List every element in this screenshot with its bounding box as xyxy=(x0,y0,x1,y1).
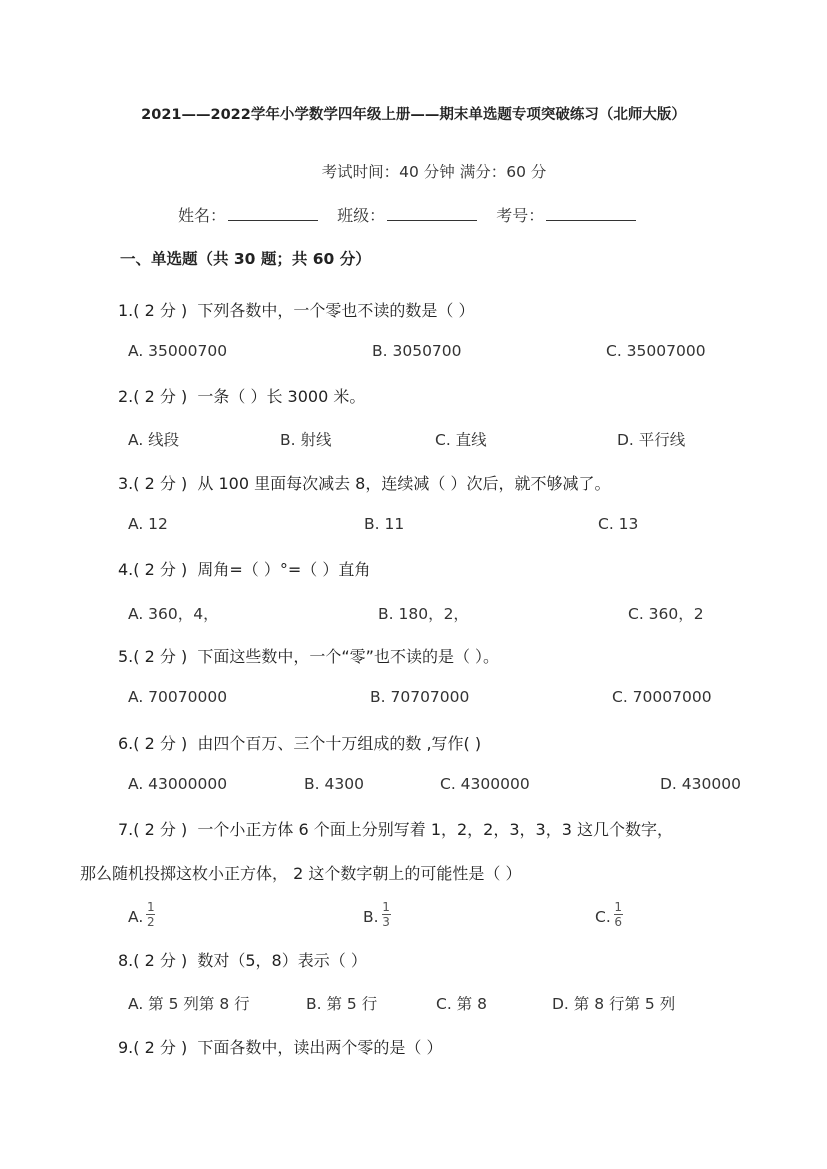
question-6 xyxy=(118,731,481,754)
q7-option-b[interactable] xyxy=(363,900,391,931)
question-text: 一个小正方体 6 个面上分别写着 1，2，2，3，3，3 这几个数字， xyxy=(197,820,673,839)
question-8 xyxy=(118,948,367,971)
q2-option-d[interactable]: D. 平行线 xyxy=(617,431,686,449)
question-points: ( 2 分 ) xyxy=(133,820,188,839)
question-points: ( 2 分 ) xyxy=(133,301,188,320)
q5-option-c[interactable]: C. 70007000 xyxy=(612,688,712,706)
q3-option-b[interactable]: B. 11 xyxy=(364,515,405,533)
question-number: 5. xyxy=(118,647,134,666)
denominator: 3 xyxy=(382,915,390,929)
question-number: 1. xyxy=(118,301,134,320)
id-label: 考号： xyxy=(496,206,545,225)
option-label: A. xyxy=(128,908,144,926)
question-text: 下面这些数中，一个“零”也不读的是（ ）。 xyxy=(197,647,500,666)
question-5 xyxy=(118,644,499,667)
q4-option-b[interactable]: B. 180，2， xyxy=(378,605,469,623)
q2-option-c[interactable]: C. 直线 xyxy=(435,431,487,449)
page-title: 2021——2022学年小学数学四年级上册——期末单选题专项突破练习（北师大版） xyxy=(141,107,686,123)
question-text: 数对（5，8）表示（ ） xyxy=(197,951,367,970)
question-points: ( 2 分 ) xyxy=(133,1038,188,1057)
q8-option-a[interactable]: A. 第 5 列第 8 行 xyxy=(128,995,250,1013)
q7-option-a[interactable] xyxy=(128,900,155,931)
q2-option-a[interactable]: A. 线段 xyxy=(128,431,180,449)
question-text: 下面各数中，读出两个零的是（ ） xyxy=(197,1038,443,1057)
question-number: 3. xyxy=(118,474,134,493)
q6-option-d[interactable]: D. 430000 xyxy=(660,775,741,793)
denominator: 6 xyxy=(614,915,623,929)
question-points: ( 2 分 ) xyxy=(133,560,188,579)
q3-option-a[interactable]: A. 12 xyxy=(128,515,168,533)
question-points: ( 2 分 ) xyxy=(133,647,188,666)
question-4 xyxy=(118,557,370,580)
question-number: 7. xyxy=(118,820,134,839)
question-number: 6. xyxy=(118,734,134,753)
question-3 xyxy=(118,471,610,494)
name-label: 姓名： xyxy=(178,206,227,225)
q8-option-b[interactable]: B. 第 5 行 xyxy=(306,995,378,1013)
q4-option-a[interactable]: A. 360，4， xyxy=(128,605,219,623)
question-text: 周角=（ ）°=（ ）直角 xyxy=(197,560,371,579)
name-blank[interactable] xyxy=(228,206,318,221)
question-text: 由四个百万、三个十万组成的数 ,写作( ) xyxy=(197,734,482,753)
q7-option-c[interactable] xyxy=(595,900,623,931)
question-1 xyxy=(118,298,474,321)
question-points: ( 2 分 ) xyxy=(133,474,188,493)
q2-option-b[interactable]: B. 射线 xyxy=(280,431,332,449)
question-number: 8. xyxy=(118,951,134,970)
question-text: 从 100 里面每次减去 8，连续减（ ）次后，就不够减了。 xyxy=(197,474,611,493)
q1-option-c[interactable]: C. 35007000 xyxy=(606,342,706,360)
name-field xyxy=(178,206,323,225)
fraction xyxy=(146,901,155,928)
fraction xyxy=(382,901,391,928)
question-7 xyxy=(118,817,673,840)
question-points: ( 2 分 ) xyxy=(133,387,188,406)
q3-option-c[interactable]: C. 13 xyxy=(598,515,639,533)
question-number: 4. xyxy=(118,560,134,579)
q1-option-b[interactable]: B. 3050700 xyxy=(372,342,462,360)
id-field xyxy=(496,206,636,225)
numerator: 1 xyxy=(382,900,390,914)
student-info-row xyxy=(178,203,650,226)
option-label: B. xyxy=(363,908,379,926)
question-points: ( 2 分 ) xyxy=(133,951,188,970)
denominator: 2 xyxy=(146,915,155,929)
question-9 xyxy=(118,1035,442,1058)
question-number: 9. xyxy=(118,1038,134,1057)
q6-option-b[interactable]: B. 4300 xyxy=(304,775,364,793)
question-text: 一条（ ）长 3000 米。 xyxy=(197,387,366,406)
q5-option-a[interactable]: A. 70070000 xyxy=(128,688,228,706)
id-blank[interactable] xyxy=(546,206,636,221)
numerator: 1 xyxy=(614,900,623,914)
class-label: 班级： xyxy=(337,206,386,225)
question-7-continuation: 那么随机投掷这枚小正方体， 2 这个数字朝上的可能性是（ ） xyxy=(80,864,522,883)
class-field xyxy=(337,206,482,225)
numerator: 1 xyxy=(146,900,155,914)
question-text: 下列各数中，一个零也不读的数是（ ） xyxy=(197,301,475,320)
q8-option-c[interactable]: C. 第 8 xyxy=(436,995,487,1013)
question-number: 2. xyxy=(118,387,134,406)
section-heading: 一、单选题（共 30 题；共 60 分） xyxy=(120,250,371,268)
question-2 xyxy=(118,384,365,407)
class-blank[interactable] xyxy=(387,206,477,221)
q1-option-a[interactable]: A. 35000700 xyxy=(128,342,228,360)
question-points: ( 2 分 ) xyxy=(133,734,188,753)
exam-info: 考试时间：40 分钟 满分：60 分 xyxy=(321,163,547,181)
q5-option-b[interactable]: B. 70707000 xyxy=(370,688,470,706)
q6-option-a[interactable]: A. 43000000 xyxy=(128,775,228,793)
q4-option-c[interactable]: C. 360，2 xyxy=(628,605,704,623)
q8-option-d[interactable]: D. 第 8 行第 5 列 xyxy=(552,995,676,1013)
fraction xyxy=(614,901,623,928)
option-label: C. xyxy=(595,908,611,926)
q6-option-c[interactable]: C. 4300000 xyxy=(440,775,530,793)
